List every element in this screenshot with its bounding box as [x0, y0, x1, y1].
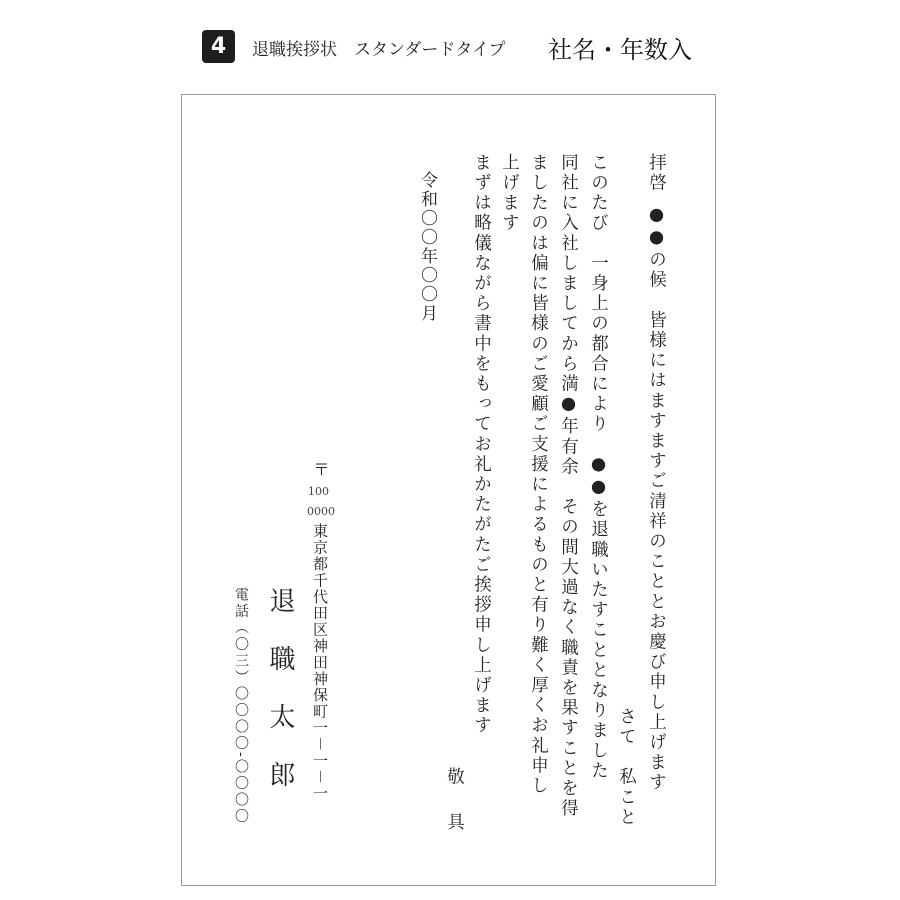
letter-card: [181, 94, 716, 886]
postal-code-part1: 100: [308, 485, 329, 498]
sender-name: 退職太郎: [265, 587, 295, 819]
subtitle: 退職挨拶状 スタンダードタイプ: [252, 40, 506, 60]
body-line: ましたのは偏に皆様のご愛顧ご支援によるものと有り難く厚くお礼申し: [528, 153, 549, 797]
phone-line: 電話（〇三）〇〇〇〇-〇〇〇〇: [233, 587, 249, 826]
date-line: 令和〇〇年〇〇月: [417, 171, 437, 323]
greeting-line: 拝啓: [646, 153, 667, 194]
address-line: 東京都千代田区神田神保町一－一－一: [311, 523, 329, 802]
body-line: このたび 一身上の都合により ●●を退職いたすこととなりました: [588, 153, 609, 782]
postal-code-part2: 0000: [307, 505, 335, 518]
body-line: まずは略儀ながら書中をもってお礼かたがたご挨拶申し上げます: [471, 153, 492, 736]
body-line: さて 私こと: [616, 707, 637, 828]
body-line: 同社に入社しましてから満●年有余 その間大過なく職責を果すことを得: [558, 153, 579, 819]
page-title: 社名・年数入: [548, 36, 692, 64]
postal-mark: 〒: [311, 461, 330, 480]
closing-line: 敬具: [444, 767, 465, 858]
season-line: ●●の候 皆様にはますますご清祥のこととお慶び申し上げます: [646, 205, 667, 793]
body-line: 上げます: [499, 153, 520, 234]
header: [0, 0, 900, 95]
number-badge: 4: [202, 30, 235, 63]
